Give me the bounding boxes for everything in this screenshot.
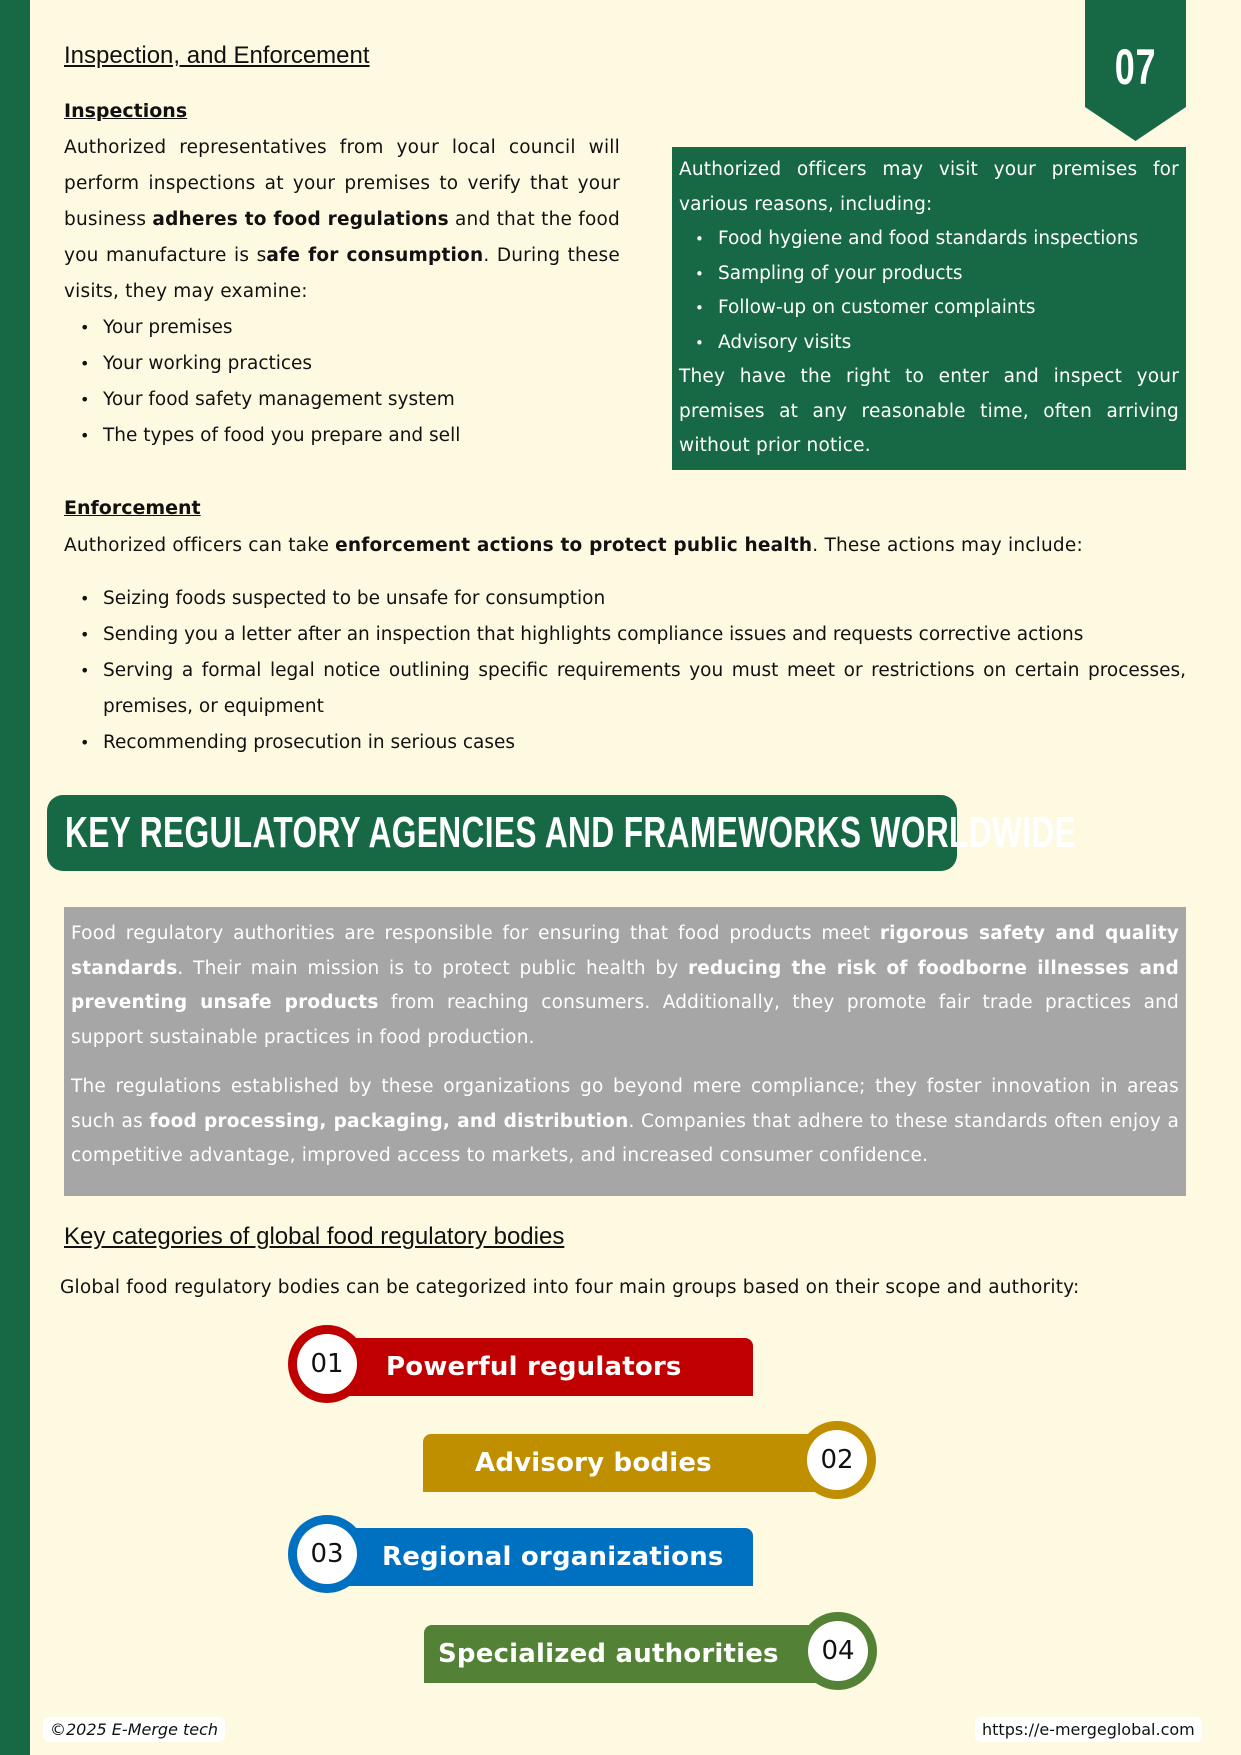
visit-reasons-box: [672, 147, 1186, 470]
list-item: • Advisory visits: [679, 326, 1179, 361]
visit-box-outro: They have the right to enter and inspect your premises at any reasonable time, often arriving without prior notice.: [679, 366, 1179, 456]
inspections-list: [64, 310, 624, 454]
category-bar: [423, 1434, 823, 1492]
overview-paragraph-2: The regulations established by these organizations go beyond mere compliance; they foster innovation in areas such as food processing, packaging, and distribution. Companies that adhere to these standards often enjoy a competitive advantage, improved access to markets, and increased consumer confidence.: [71, 1076, 1180, 1166]
list-item: • Your food safety management system: [64, 382, 624, 418]
page-number: 07: [1114, 39, 1157, 95]
category-item-powerful-regulators: [288, 1332, 753, 1396]
list-item: • Sampling of your products: [679, 257, 1179, 292]
categories-intro: Global food regulatory bodies can be categorized into four main groups based on their scope and authority:: [60, 1277, 1080, 1298]
category-bar: [328, 1338, 753, 1396]
category-item-specialized-authorities: [424, 1619, 879, 1683]
category-number-badge: [798, 1421, 876, 1499]
category-label: Specialized authorities: [438, 1639, 779, 1669]
category-number: 03: [297, 1524, 357, 1584]
section-banner: [47, 795, 1077, 871]
visit-reasons-list: [679, 222, 1179, 360]
overview-paragraph-1: Food regulatory authorities are responsible for ensuring that food products meet rigorous safety and quality standards. Their main mission is to protect public health by reducing the risk of foodborne illnesses and preventing unsafe products from reaching consumers. Additionally, they promote fair trade practices and support sustainable practices in food production.: [71, 923, 1179, 1048]
category-item-regional-organizations: [288, 1522, 753, 1586]
enforcement-intro: Authorized officers can take enforcement actions to protect public health. These actions may include:: [64, 535, 1083, 556]
footer-copyright: ©2025 E-Merge tech: [43, 1717, 225, 1742]
list-item: • Follow-up on customer complaints: [679, 291, 1179, 326]
list-item: • Recommending prosecution in serious cases: [64, 725, 1186, 761]
category-label: Powerful regulators: [386, 1352, 682, 1382]
left-accent-bar: [0, 0, 30, 1755]
inspections-heading: Inspections: [64, 100, 188, 122]
category-item-advisory-bodies: [423, 1428, 878, 1492]
enforcement-heading: Enforcement: [64, 497, 201, 519]
category-bar: [424, 1625, 824, 1683]
category-number: 02: [807, 1430, 867, 1490]
visit-box-intro: Authorized officers may visit your premises for various reasons, including:: [679, 159, 1179, 215]
list-item: • Serving a formal legal notice outlining specific requirements you must meet or restrictions on certain processes, premises, or equipment: [64, 653, 1186, 725]
list-item: • Your premises: [64, 310, 624, 346]
category-label: Regional organizations: [382, 1542, 724, 1572]
category-number: 04: [808, 1621, 868, 1681]
category-bar: [328, 1528, 753, 1586]
page-number-tab: [1085, 0, 1186, 141]
category-label: Advisory bodies: [475, 1448, 712, 1478]
list-item: • Seizing foods suspected to be unsafe for consumption: [64, 581, 1186, 617]
categories-heading: Key categories of global food regulatory bodies: [64, 1223, 565, 1250]
list-item: • The types of food you prepare and sell: [64, 418, 624, 454]
enforcement-list: [64, 581, 1186, 761]
section-title: Inspection, and Enforcement: [64, 42, 370, 69]
list-item: • Your working practices: [64, 346, 624, 382]
inspections-intro: Authorized representatives from your local council will perform inspections at your premises to verify that your business adheres to food regulations and that the food you manufacture is safe for consumption. During these visits, they may examine:: [64, 137, 620, 302]
category-number: 01: [297, 1334, 357, 1394]
footer-website-link[interactable]: https://e-mergeglobal.com: [975, 1717, 1202, 1742]
category-number-badge: [288, 1515, 366, 1593]
category-number-badge: [799, 1612, 877, 1690]
banner-title: KEY REGULATORY AGENCIES AND FRAMEWORKS WORLDWIDE: [65, 808, 1077, 857]
category-number-badge: [288, 1325, 366, 1403]
list-item: • Food hygiene and food standards inspections: [679, 222, 1179, 257]
list-item: • Sending you a letter after an inspection that highlights compliance issues and requests corrective actions: [64, 617, 1186, 653]
overview-box: [64, 907, 1186, 1196]
